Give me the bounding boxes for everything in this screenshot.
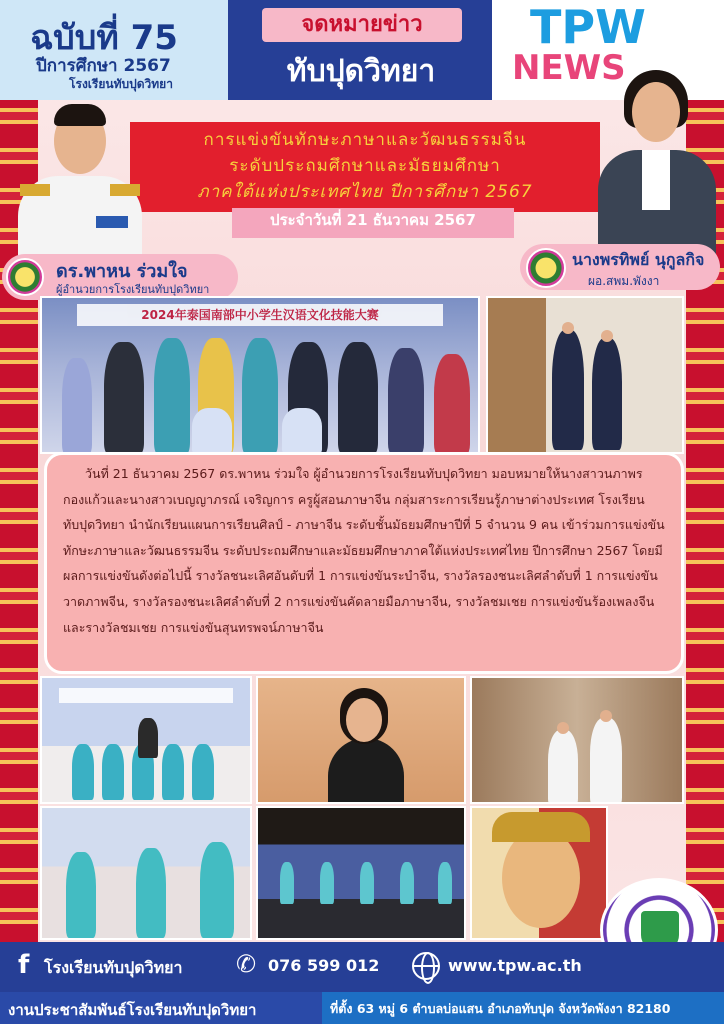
website-link[interactable]: www.tpw.ac.th bbox=[448, 956, 582, 975]
photo-two-students bbox=[470, 676, 684, 804]
epaulette-right bbox=[110, 184, 140, 196]
official-title: ผอ.สพม.พังงา bbox=[588, 274, 660, 288]
academic-year: ปีการศึกษา 2567 bbox=[36, 56, 171, 76]
brand-logo-news: NEWS bbox=[512, 48, 626, 88]
stage-banner-text: 2024年泰国南部中小学生汉语文化技能大赛 bbox=[141, 308, 379, 323]
headline-line-1: การแข่งขันทักษะภาษาและวัฒนธรรมจีน bbox=[203, 130, 527, 150]
brand-logo-tpw: TPW bbox=[530, 0, 646, 54]
official-portrait bbox=[590, 64, 720, 256]
headline-line-3: ภาคใต้แห่งประเทศไทย ปีการศึกษา 2567 bbox=[197, 182, 533, 202]
official-head bbox=[632, 82, 680, 142]
article-card bbox=[44, 452, 684, 674]
office-seal-icon bbox=[526, 248, 566, 288]
director-name: ดร.พาหน ร่วมใจ bbox=[56, 261, 188, 282]
photo-speaker bbox=[256, 676, 466, 804]
facebook-icon[interactable]: f bbox=[18, 950, 30, 980]
director-title: ผู้อำนวยการโรงเรียนทับปุดวิทยา bbox=[56, 283, 210, 296]
headline-line-2: ระดับประถมศึกษาและมัธยมศึกษา bbox=[229, 156, 501, 176]
school-name: โรงเรียนทับปุดวิทยา bbox=[69, 77, 173, 91]
photo-painting bbox=[470, 806, 608, 940]
footer-department: งานประชาสัมพันธ์โรงเรียนทับปุดวิทยา bbox=[8, 1001, 257, 1019]
phone-number[interactable]: 076 599 012 bbox=[268, 956, 380, 975]
medal-ribbons bbox=[96, 216, 128, 228]
photo-stage-wide bbox=[256, 806, 466, 940]
globe-icon bbox=[412, 952, 440, 980]
photo-dancers-stage bbox=[40, 806, 252, 940]
article-body: วันที่ 21 ธันวาคม 2567 ดร.พาหน ร่วมใจ ผู้อำนวยการโรงเรียนทับปุดวิทยา มอบหมายให้นางสาวนภาพร กองแก้วและนางสาวเบญญาภรณ์ เจริญการ ครูผู้สอนภาษาจีน กลุ่มสาระการเรียนรู้ภาษาต่างประเทศ โรงเรียนทับปุดวิทยา นำนักเรียนแผนการเรียนศิลป์ - ภาษาจีน ระดับชั้นมัธยมศึกษาปีที่ 5 จำนวน 9 คน เข้าร่วมการแข่งขันทักษะภาษาและวัฒนธรรมจีน ระดับประถมศึกษาและมัธยมศึกษาภาคใต้แห่งประเทศไทย ปีการศึกษา 2567 โดยมีผลการแข่งขันดังต่อไปนี้ รางวัลชนะเลิศอันดับที่ 1 การแข่งขันระบำจีน, รางวัลรองชนะเลิศลำดับที่ 1 การแข่งขันวาดภาพจีน, รางวัลรองชนะเลิศลำดับที่ 2 การแข่งขันคัดลายมือภาษาจีน, รางวัลชมเชย การแข่งขันร้องเพลงจีนและรางวัลชมเชย การแข่งขันสุนทรพจน์ภาษาจีน bbox=[63, 466, 665, 635]
school-seal-icon bbox=[6, 258, 44, 296]
event-date: ประจำวันที่ 21 ธันวาคม 2567 bbox=[232, 208, 514, 238]
director-portrait bbox=[10, 98, 150, 258]
newsletter-label: จดหมายข่าว bbox=[262, 8, 462, 42]
facebook-link[interactable]: โรงเรียนทับปุดวิทยา bbox=[44, 958, 183, 977]
photo-dance-group bbox=[40, 676, 252, 804]
official-name: นางพรทิพย์ นุกูลกิจ bbox=[572, 250, 705, 269]
shirt bbox=[642, 150, 670, 210]
epaulette-left bbox=[20, 184, 50, 196]
phone-icon: ✆ bbox=[236, 950, 257, 978]
newsletter-name: ทับปุดวิทยา bbox=[286, 54, 436, 89]
photo-group-stage bbox=[40, 296, 480, 454]
issue-number: ฉบับที่ 75 bbox=[30, 18, 178, 58]
photo-teachers bbox=[486, 296, 684, 454]
director-hair bbox=[54, 104, 106, 126]
footer-address: ที่ตั้ง 63 หมู่ 6 ตำบลบ่อแสน อำเภอทับปุด จังหวัดพังงา 82180 bbox=[330, 1001, 671, 1016]
